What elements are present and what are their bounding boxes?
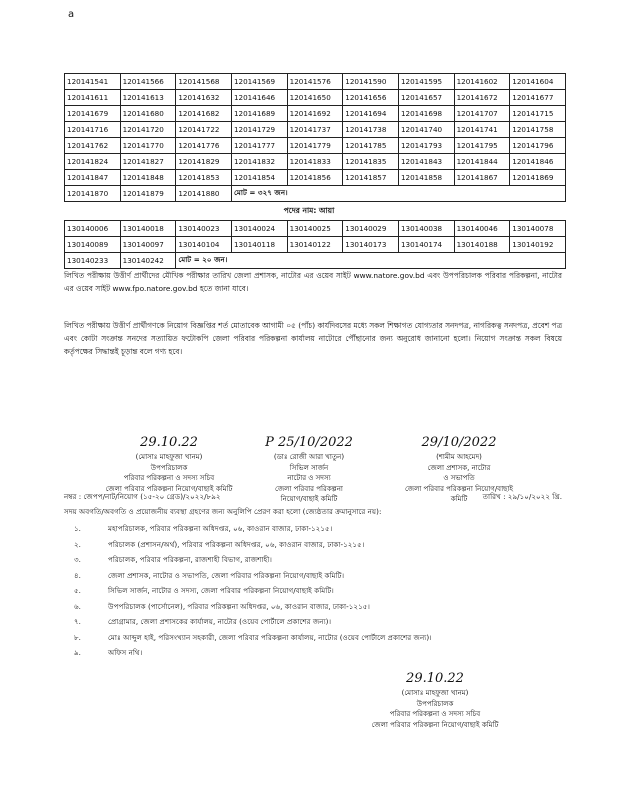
- table-row: [65, 106, 566, 122]
- roll-cell: 120141796: [510, 138, 566, 154]
- roll-cell: 120141758: [510, 122, 566, 138]
- paragraph-documents: লিখিত পরীক্ষায় উত্তীর্ণ প্রার্থীগণকে নিয়োগ বিজ্ঞপ্তির শর্ত মোতাবেক আগামী ০৫ (পাঁচ) কার্যদিবসের মধ্যে সকল শিক্ষাগত যোগ্যতার সনদপত্র, নাগরিকত্ব সনদপত্র, প্রবেশ পত্র এবং কোটা সংক্রান্ত সনদের সত্যায়িত ফটোকপি জেলা পরিবার পরিকল্পনা কার্যালয় নাটোরে পৌঁছানোর জন্য অনুরোধ জানানো হলো। নিয়োগ সংক্রান্ত সকল বিষয়ে কর্তৃপক্ষের সিদ্ধান্তই চূড়ান্ত বলে গণ্য হবে।: [64, 321, 562, 356]
- list-item: [64, 630, 562, 646]
- roll-cell: 130140242: [120, 253, 176, 269]
- roll-cell: 130140104: [176, 237, 232, 253]
- signature-bottom: [340, 672, 530, 730]
- roll-cell: 120141707: [454, 106, 510, 122]
- roll-cell: 120141632: [176, 90, 232, 106]
- roll-cell: 120141738: [343, 122, 399, 138]
- roll-cell: 120141595: [398, 74, 454, 90]
- roll-cell: 120141857: [343, 170, 399, 186]
- list-number: ৭.: [74, 617, 81, 626]
- roll-cell: 120141832: [231, 154, 287, 170]
- list-text: জেলা প্রশাসক, নাটোর ও সভাপতি, জেলা পরিবার পরিকল্পনা নিয়োগ/বাছাই কমিটি।: [108, 570, 345, 580]
- signature-member-secretary: [84, 436, 254, 494]
- roll-cell: 130140018: [120, 221, 176, 237]
- roll-cell: 130140233: [65, 253, 121, 269]
- roll-cell: 120141692: [287, 106, 343, 122]
- table-row: [65, 122, 566, 138]
- signatory-line: নিয়োগ/বাছাই কমিটি: [280, 495, 338, 503]
- roll-cell: 120141770: [120, 138, 176, 154]
- list-number: ৪.: [74, 570, 81, 580]
- roll-cell: 130140097: [120, 237, 176, 253]
- list-item: [64, 521, 562, 537]
- post-heading: পদের নাম: আয়া: [283, 206, 335, 215]
- roll-cell: 120141679: [65, 106, 121, 122]
- list-item: [64, 568, 562, 584]
- roll-cell: 120141672: [454, 90, 510, 106]
- signatory-name: (মোসাঃ মাহফুজা খানম): [401, 689, 469, 697]
- signatory-name: (ডাঃ রোজী আরা খাতুন): [273, 453, 345, 461]
- roll-cell: 130140118: [231, 237, 287, 253]
- roll-cell: 120141776: [176, 138, 232, 154]
- roll-cell: 120141569: [231, 74, 287, 90]
- signatory-line: জেলা পরিবার পরিকল্পনা নিয়োগ/বাছাই কমিটি: [105, 484, 233, 493]
- list-text: মহাপরিচালক, পরিবার পরিকল্পনা অধিদপ্তর, ০৬, কাওরান বাজার, ঢাকা-১২১৫।: [108, 524, 333, 533]
- roll-cell: 120141650: [287, 90, 343, 106]
- list-number: ৩.: [74, 555, 81, 564]
- list-item: [64, 537, 562, 553]
- signatory-line: ও সভাপতি: [443, 474, 475, 482]
- roll-cell: 120141682: [176, 106, 232, 122]
- signatory-line: জেলা পরিবার পরিকল্পনা নিয়োগ/বাছাই: [404, 484, 514, 493]
- signatory-line: জেলা পরিবার পরিকল্পনা নিয়োগ/বাছাই কমিটি: [371, 720, 499, 729]
- list-item: [64, 583, 562, 599]
- roll-table-1: [64, 73, 566, 202]
- handwritten-signature: 29.10.22: [140, 435, 198, 450]
- roll-cell: 130140023: [176, 221, 232, 237]
- roll-cell: 130140174: [398, 237, 454, 253]
- handwritten-signature: 29/10/2022: [421, 435, 497, 450]
- list-item: [64, 552, 562, 568]
- roll-cell: 130140025: [287, 221, 343, 237]
- list-text: প্রোগ্রামার, জেলা প্রশাসকের কার্যালয়, নাটোর (ওয়েব পোর্টালে প্রকাশের জন্য)।: [108, 617, 332, 626]
- roll-cell: 130140122: [287, 237, 343, 253]
- roll-cell: 120141854: [231, 170, 287, 186]
- roll-cell: 120141879: [120, 186, 176, 202]
- roll-cell: 120141602: [454, 74, 510, 90]
- copy-forward-line: সদয় অবগতি/অবগতি ও প্রয়োজনীয় ব্যবস্থা গ্রহণের জন্য অনুলিপি প্রেরণ করা হলো (জ্যেষ্ঠতার ক্রমানুসারে নয়):: [64, 507, 382, 516]
- roll-cell: 120141694: [343, 106, 399, 122]
- list-number: ৮.: [74, 632, 81, 642]
- roll-cell: 120141716: [65, 122, 121, 138]
- roll-cell: 120141844: [454, 154, 510, 170]
- signatory-line: জেলা প্রশাসক, নাটোর: [427, 463, 491, 472]
- table-row: [65, 170, 566, 186]
- roll-cell: 120141657: [398, 90, 454, 106]
- roll-cell: 130140089: [65, 237, 121, 253]
- roll-cell: 120141847: [65, 170, 121, 186]
- roll-cell: 120141843: [398, 154, 454, 170]
- table-row: [65, 186, 566, 202]
- list-number: ৫.: [74, 586, 81, 595]
- roll-cell: 130140078: [510, 221, 566, 237]
- signatory-name: (শামীম আহমেদ): [436, 453, 482, 461]
- list-text: মোঃ আব্দুল হাই, পরিসংখ্যান সহকারী, জেলা পরিবার পরিকল্পনা কার্যালয়, নাটোর (ওয়েব পোর্টালে প্রকাশের জন্য)।: [108, 632, 432, 642]
- signatory-line: নাটোর ও সদস্য: [287, 474, 331, 482]
- roll-cell: 120141795: [454, 138, 510, 154]
- roll-cell: 120141590: [343, 74, 399, 90]
- signatory-line: জেলা পরিবার পরিকল্পনা: [275, 484, 343, 493]
- roll-cell: 120141646: [231, 90, 287, 106]
- roll-cell: 120141824: [65, 154, 121, 170]
- roll-cell: 120141858: [398, 170, 454, 186]
- roll-cell: 120141869: [510, 170, 566, 186]
- table-row: [65, 90, 566, 106]
- roll-cell: 120141541: [65, 74, 121, 90]
- roll-cell: 130140046: [454, 221, 510, 237]
- roll-cell: 120141611: [65, 90, 121, 106]
- signatory-name: (মোসাঃ মাহফুজা খানম): [135, 453, 203, 461]
- list-text: অফিস নথি।: [108, 648, 143, 657]
- roll-cell: 120141698: [398, 106, 454, 122]
- signatory-line: পরিবার পরিকল্পনা ও সদস্য সচিব: [389, 710, 481, 718]
- handwritten-signature: P 25/10/2022: [265, 435, 353, 450]
- memo-line: [64, 492, 562, 504]
- roll-cell: 130140188: [454, 237, 510, 253]
- list-text: সিভিল সার্জন, নাটোর ও সদস্য, জেলা পরিবার পরিকল্পনা নিয়োগ/বাছাই কমিটি।: [108, 586, 334, 595]
- roll-cell: 120141568: [176, 74, 232, 90]
- roll-cell: 120141741: [454, 122, 510, 138]
- total-count: মোট = ২০ জন।: [176, 253, 566, 269]
- list-number: ৬.: [74, 601, 81, 611]
- signatory-line: কমিটি: [450, 495, 468, 503]
- roll-cell: 130140029: [343, 221, 399, 237]
- memo-date: তারিখ : ২৯/১০/২০২২ খ্রি.: [482, 492, 562, 501]
- roll-cell: 120141740: [398, 122, 454, 138]
- roll-cell: 120141680: [120, 106, 176, 122]
- roll-cell: 120141604: [510, 74, 566, 90]
- table-row: [65, 154, 566, 170]
- list-item: [64, 599, 562, 615]
- list-number: ১.: [74, 524, 81, 533]
- memo-number: নম্বর : জেপপ/নাট/নিয়োগ (১৫-২০ গ্রেড)/২০২২/৮৯২: [64, 492, 221, 501]
- roll-cell: 120141848: [120, 170, 176, 186]
- list-text: পরিচালক (প্রশাসন/অর্থ), পরিবার পরিকল্পনা অধিদপ্তর, ০৬, কাওরান বাজার, ঢাকা-১২১৫।: [108, 539, 365, 549]
- list-number: ২.: [74, 539, 81, 549]
- signatory-line: সিভিল সার্জন: [289, 463, 329, 472]
- roll-cell: 120141880: [176, 186, 232, 202]
- roll-cell: 120141856: [287, 170, 343, 186]
- roll-cell: 120141779: [287, 138, 343, 154]
- roll-cell: 120141846: [510, 154, 566, 170]
- table-row: [65, 74, 566, 90]
- roll-cell: 120141827: [120, 154, 176, 170]
- roll-cell: 130140038: [398, 221, 454, 237]
- roll-cell: 120141656: [343, 90, 399, 106]
- roll-cell: 120141785: [343, 138, 399, 154]
- roll-cell: 120141853: [176, 170, 232, 186]
- paragraph-viva-date: লিখিত পরীক্ষায় উত্তীর্ণ প্রার্থীদের মৌখিক পরীক্ষার তারিখ জেলা প্রশাসক, নাটোর এর ওয়েব সাইট www.natore.gov.bd এবং উপপরিচালক পরিবার পরিকল্পনা, নাটোর এর ওয়েব সাইট www.fpo.natore.gov.bd হতে জানা যাবে।: [64, 271, 562, 293]
- roll-cell: 130140173: [343, 237, 399, 253]
- table-row: [65, 138, 566, 154]
- roll-cell: 120141835: [343, 154, 399, 170]
- roll-cell: 120141722: [176, 122, 232, 138]
- list-number: ৯.: [74, 648, 81, 657]
- table-row: [65, 253, 566, 269]
- roll-cell: 120141613: [120, 90, 176, 106]
- table-row: [65, 237, 566, 253]
- signatory-line: পরিবার পরিকল্পনা ও সদস্য সচিব: [123, 474, 215, 482]
- roll-cell: 120141720: [120, 122, 176, 138]
- roll-cell: 120141870: [65, 186, 121, 202]
- distribution-list: [64, 521, 562, 661]
- page-mark: a: [68, 9, 75, 20]
- roll-cell: 120141689: [231, 106, 287, 122]
- roll-cell: 120141833: [287, 154, 343, 170]
- roll-cell: 120141737: [287, 122, 343, 138]
- signatory-line: উপপরিচালক: [416, 699, 454, 708]
- list-text: উপপরিচালক (পার্সোনেল), পরিবার পরিকল্পনা অধিদপ্তর, ০৬, কাওরান বাজার, ঢাকা-১২১৫।: [108, 601, 370, 611]
- table-row: [65, 221, 566, 237]
- roll-cell: 120141777: [231, 138, 287, 154]
- roll-cell: 130140006: [65, 221, 121, 237]
- roll-cell: 120141793: [398, 138, 454, 154]
- total-count: মোট = ৩২৭ জন।: [231, 186, 565, 202]
- roll-cell: 130140192: [510, 237, 566, 253]
- roll-cell: 120141566: [120, 74, 176, 90]
- roll-cell: 120141729: [231, 122, 287, 138]
- list-item: [64, 614, 562, 630]
- roll-cell: 120141715: [510, 106, 566, 122]
- roll-cell: 120141867: [454, 170, 510, 186]
- handwritten-signature: 29.10.22: [406, 671, 464, 686]
- list-item: [64, 645, 562, 661]
- signatory-line: উপপরিচালক: [150, 463, 188, 472]
- list-text: পরিচালক, পরিবার পরিকল্পনা, রাজশাহী বিভাগ, রাজশাহী।: [108, 555, 272, 564]
- roll-cell: 120141677: [510, 90, 566, 106]
- roll-table-2: [64, 220, 566, 269]
- roll-cell: 130140024: [231, 221, 287, 237]
- roll-cell: 120141576: [287, 74, 343, 90]
- roll-cell: 120141829: [176, 154, 232, 170]
- roll-cell: 120141762: [65, 138, 121, 154]
